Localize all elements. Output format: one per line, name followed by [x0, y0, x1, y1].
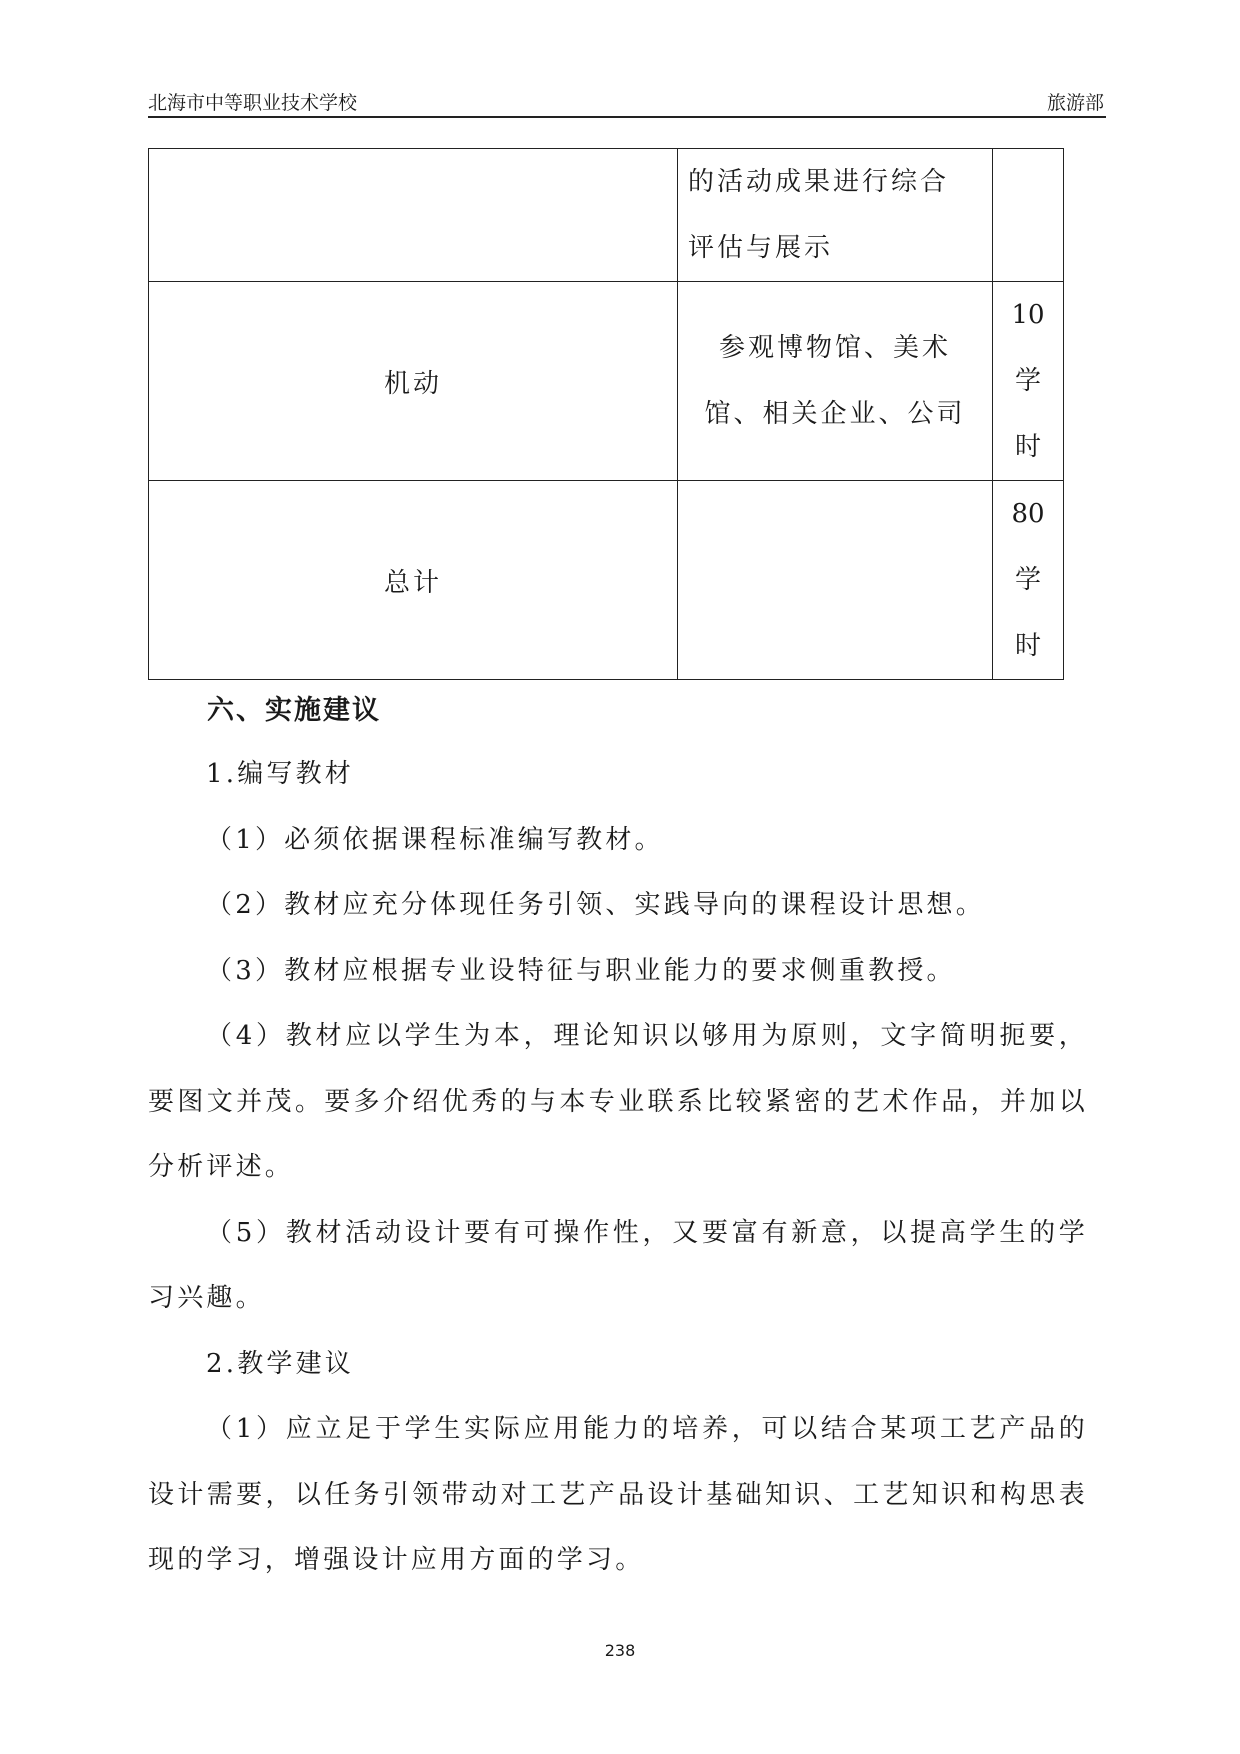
item-cell: 机动 — [149, 282, 678, 481]
table-row — [149, 282, 1064, 481]
content-line: 评估与展示 — [688, 233, 834, 263]
table-row — [149, 149, 1064, 282]
paragraph: （5）教材活动设计要有可操作性，又要富有新意，以提高学生的学习兴趣。 — [148, 1217, 1088, 1313]
content-line: 馆、相关企业、公司 — [704, 399, 966, 429]
page-header — [148, 86, 1106, 118]
item-cell — [149, 149, 678, 282]
subheading: 2.教学建议 — [206, 1348, 355, 1379]
hours-unit: 学 — [1014, 366, 1041, 396]
hours-cell — [993, 149, 1064, 282]
content-cell — [678, 481, 993, 680]
content-line: 的活动成果进行综合 — [688, 167, 950, 197]
section-body — [148, 742, 1088, 1594]
schedule-table — [148, 148, 1064, 680]
hours-cell — [993, 481, 1064, 680]
paragraph: （2）教材应充分体现任务引领、实践导向的课程设计思想。 — [206, 890, 985, 920]
school-name: 北海市中等职业技术学校 — [148, 92, 358, 114]
paragraph: （3）教材应根据专业设特征与职业能力的要求侧重教授。 — [206, 955, 956, 986]
table-row — [149, 481, 1064, 680]
hours-value: 10 — [1011, 300, 1045, 330]
item-cell: 总计 — [149, 481, 678, 680]
content-cell — [678, 149, 993, 282]
content-cell — [678, 282, 993, 481]
hours-unit: 时 — [1014, 432, 1041, 462]
paragraph: （1）应立足于学生实际应用能力的培养，可以结合某项工艺产品的设计需要，以任务引领带动对工艺产品设计基础知识、工艺知识和构思表现的学习，增强设计应用方面的学习。 — [148, 1414, 1088, 1575]
page-number: 238 — [604, 1641, 636, 1660]
hours-unit: 时 — [1014, 631, 1041, 661]
content-line: 参观博物馆、美术 — [718, 333, 951, 363]
section-title: 六、实施建议 — [207, 695, 381, 726]
hours-value: 80 — [1011, 499, 1045, 529]
paragraph: （1）必须依据课程标准编写教材。 — [206, 824, 664, 855]
hours-cell — [993, 282, 1064, 481]
subheading: 1.编写教材 — [206, 759, 355, 789]
hours-unit: 学 — [1014, 565, 1041, 595]
department-name: 旅游部 — [1046, 92, 1104, 114]
paragraph: （4）教材应以学生为本，理论知识以够用为原则，文字简明扼要，要图文并茂。要多介绍优秀的与本专业联系比较紧密的艺术作品，并加以分析评述。 — [148, 1021, 1088, 1182]
